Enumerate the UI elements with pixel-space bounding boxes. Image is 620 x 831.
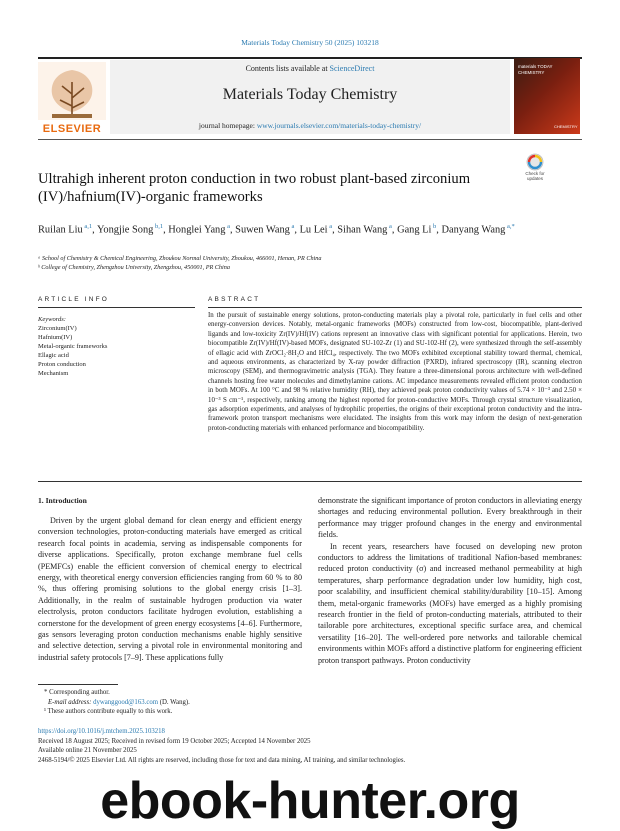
keyword-item: Hafnium(IV) [38,334,73,341]
watermark: ebook-hunter.org [100,772,520,830]
keywords-label: Keywords: [38,316,66,323]
abstract-bottom-rule [38,481,582,482]
elsevier-tree-logo [38,62,106,132]
homepage-line [110,121,510,130]
keyword-item: Metal-organic frameworks [38,343,108,350]
author-affiliation-marker[interactable]: a [387,223,392,230]
keyword-item: Ellagic acid [38,352,69,359]
sciencedirect-link[interactable]: ScienceDirect [329,64,375,73]
footnotes [38,688,582,717]
online-date: Available online 21 November 2025 [38,747,137,754]
journal-reference[interactable]: Materials Today Chemistry 50 (2025) 103218 [241,38,379,47]
contents-prefix: Contents lists available at [245,64,330,73]
author-name[interactable]: Sihan Wang [337,224,388,236]
author-separator: , [391,224,398,236]
author-list [38,219,583,237]
article-info-rule [38,307,195,308]
article-title: Ultrahigh inherent proton conduction in two robust plant-based zirconium (IV)/hafnium(IV)-organic frameworks [38,171,471,205]
intro-paragraph-left: Driven by the urgent global demand for clean energy and efficient energy conversion technologies, proton-conducting materials have emerged as critical research focal points in academia, serving as indispensable components for diverse applications. Specifically, proton exchange membrane fuel cells (PEMFCs) enable the efficient conversion of chemical energy to electrical energy, with theoretical energy conversion efficiencies ranging from 60 % to 80 %, thus offering promising solutions to the global energy crisis [1–3]. Additionally, in the realm of sustainable hydrogen production via water electrolysis, proton conductors facilitate hydrogen evolution, establishing a cornerstone for the development of green energy ecosystems [4–6]. Furthermore, gas sensors leveraging proton conduction mechanisms enable highly sensitive and selective detection, serving a pivotal role in environmental monitoring and industrial safety protocols [7–9]. These applications fully [38,516,302,662]
copyright-line: 2468-5194/© 2025 Elsevier Ltd. All rights are reserved, including those for text and data mining, AI training, and similar technologies. [38,756,406,764]
doi-link[interactable]: https://doi.org/10.1016/j.mtchem.2025.103218 [38,728,165,735]
intro-paragraph-right-1: demonstrate the significant importance of proton conductors in alleviating energy shortages and reducing environmental pollution. Every breakthrough in their performance may trigger profound changes in the energy and environmental fields. [318,496,582,540]
intro-paragraph-right-2: In recent years, researchers have focused on developing new proton conductors to address the limitations of traditional Nafion-based membranes: reduced proton conductivity (σ) and increased methanol permeability at high temperatures, sharp performance degradation under low humidity, high cost, poor scalability, and insufficient chemical stability/durability [10–15]. Among them, metal-organic frameworks (MOFs) have emerged as a highly promising research frontier in the field of proton-conducting materials, attributed to their tailorable pore architectures, exceptional specific surface area, and chemical versatility [16–20]. The well-ordered pore networks and tailorable chemical environments within MOFs afford a distinctive platform for engineering efficient proton transport pathways. Proton conductivity [318,541,582,665]
author-name[interactable]: Lu Lei [299,224,328,236]
publisher-wordmark: ELSEVIER [42,123,102,135]
author-name[interactable]: Honglei Yang [168,224,226,236]
section-heading-introduction: 1. Introduction [38,496,87,505]
author-affiliation-marker[interactable]: a,* [505,223,515,230]
affiliation-b: ᵇ College of Chemistry, Zhengzhou University, Zhengzhou, 450001, PR China [38,264,230,271]
affiliation-a: ᵃ School of Chemistry & Chemical Engineering, Zhoukou Normal University, Zhoukou, 466001, Henan, PR China [38,255,322,262]
equal-contribution-note: ¹ These authors contribute equally to this work. [44,708,173,715]
publication-info [38,727,582,765]
keyword-item: Zirconium(IV) [38,325,77,332]
footnote-rule [38,684,118,685]
intro-column-right [318,495,582,666]
abstract-rule [208,307,582,308]
homepage-link[interactable]: www.journals.elsevier.com/materials-today-chemistry/ [256,121,422,130]
author-affiliation-marker[interactable]: b [431,223,437,230]
author-name[interactable]: Suwen Wang [235,224,290,236]
author-separator: , [229,224,236,236]
email-label: E-mail address: [48,698,94,706]
author-affiliation-marker[interactable]: a,1 [82,223,93,230]
author-affiliation-marker[interactable]: a [225,223,230,230]
cover-title: materials TODAY CHEMISTRY [518,64,553,75]
author-name[interactable]: Danyang Wang [441,224,506,236]
corresponding-author-note: * Corresponding author. [44,689,110,696]
author-separator: , [436,224,442,236]
author-name[interactable]: Yongjie Song [96,224,154,236]
keyword-item: Proton conduction [38,361,86,368]
abstract-body: In the pursuit of sustainable energy solutions, proton-conducting materials play a pivotal role, particularly in fuel cells and other energy-conversion devices. Notably, metal-organic frameworks (MOFs) constructed from low-cost, biocompatible, plant-derived ligands and low-toxicity Zr(IV)/Hf(IV) cations represent an innovative class with significant potential for applications. Herein, two biocompatible Zr(IV)/Hf(IV)-based MOFs, designated SU-102-Zr (1) and SU-102-Hf (2), were synthesized through the self-assembly of ellagic acid with ZrOCl₂·8H₂O and HfCl₄, respectively. The two MOFs exhibited exceptional stability toward thermal, chemical, and aqueous environments, as characterized by X-ray powder diffraction (PXRD), infrared spectroscopy (IR), scanning electron microscopy (SEM), and thermogravimetric analysis (TGA). They feature a three-dimensional porous architecture with well-defined channels hosting free water molecules and dimethylamine cations. AC impedance measurements revealed efficient proton conduction in both MOFs. At 100 °C and 98 % relative humidity (RH), they achieved peak proton conductivity values of 5.74 × 10⁻³ and 2.50 × 10⁻³ S cm⁻¹, respectively, ranking among the highest reported for proton-conductive MOFs. Through crystal structure visualization, gas adsorption experiments, and analyses of hydrophilic properties, the origins of their exceptional proton conductivity and the intra-framework proton transport mechanisms were elucidated. The insights from this work may inform the design of next-generation proton-conducting materials with enhanced performance and biocompatibility. [208,312,582,432]
author-affiliation-marker[interactable]: b,1 [153,223,164,230]
homepage-prefix: journal homepage: [198,121,257,130]
check-for-updates-label: Check for updates [525,171,545,181]
author-separator: , [163,224,169,236]
author-name[interactable]: Ruilan Liu [38,224,83,236]
author-affiliation-marker[interactable]: a [289,223,295,230]
abstract-heading: ABSTRACT [208,296,261,303]
author-name[interactable]: Gang Li [397,224,432,236]
contents-line [110,64,510,73]
author-separator: , [92,224,97,236]
email-link[interactable]: dywanggood@163.com [93,698,159,706]
journal-title: Materials Today Chemistry [222,86,398,103]
email-suffix: (D. Wang). [158,698,190,706]
author-affiliation-marker[interactable]: a [327,223,333,230]
keyword-item: Mechanism [38,370,69,377]
email-note [38,698,582,708]
received-dates: Received 18 August 2025; Received in revised form 19 October 2025; Accepted 14 November 2025 [38,737,311,745]
article-info-heading: ARTICLE INFO [38,296,110,303]
cover-band: CHEMISTRY [554,124,578,129]
author-separator: , [294,224,300,236]
author-separator: , [332,224,338,236]
